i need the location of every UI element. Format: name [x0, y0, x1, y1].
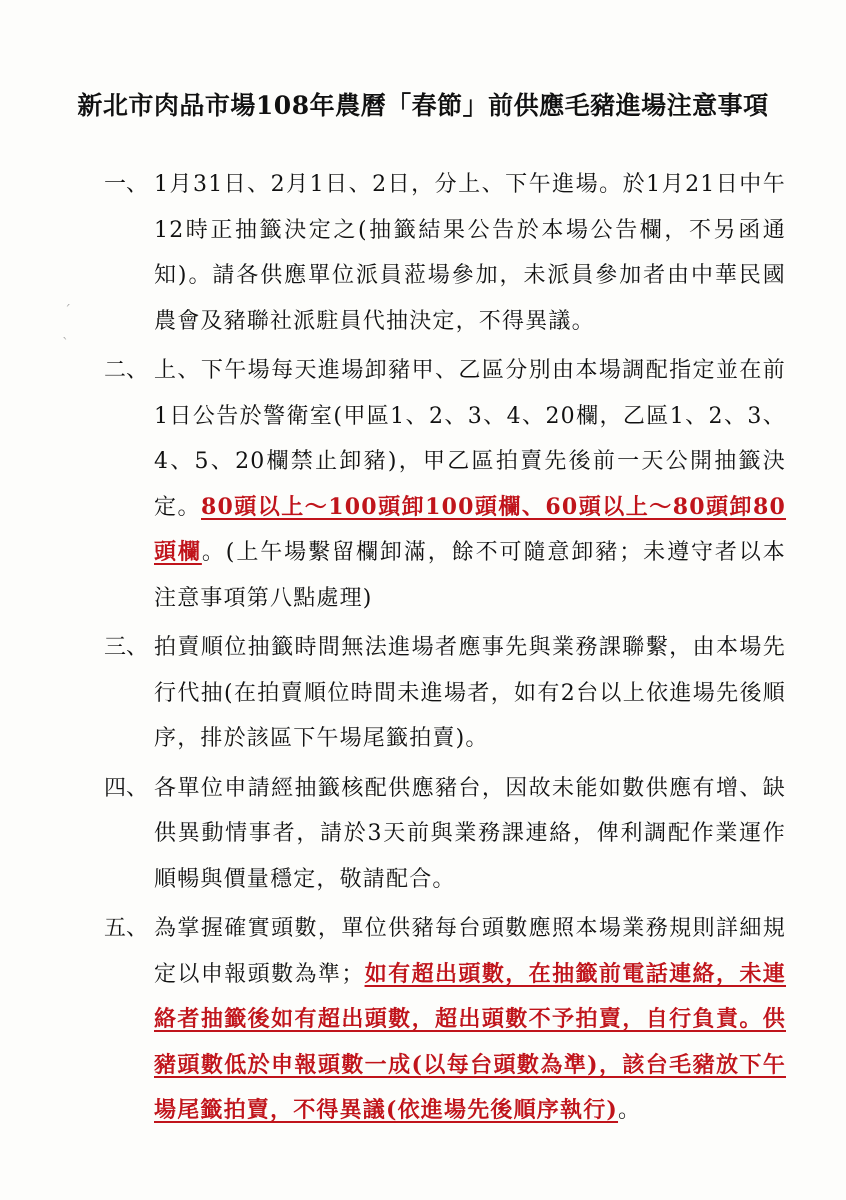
item-number: 四、 [104, 775, 149, 801]
item-text [154, 162, 786, 344]
item-text [154, 625, 786, 762]
text-segment: 為掌握確實頭數，單位供豬每台頭數應照本場業務規則詳細規定以申報頭數為準； [154, 916, 786, 987]
highlighted-text: 80頭以上～100頭卸100頭欄、60頭以上～80頭卸80頭欄 [154, 493, 787, 565]
text-segment: 各單位申請經抽籤核配供應豬台，因故未能如數供應有增、缺供異動情事者，請於3天前與業務課連絡，俾利調配作業運作順暢與價量穩定，敬請配合。 [154, 775, 786, 892]
highlighted-text: 如有超出頭數，在抽籤前電話連絡，未連絡者抽籤後如有超出頭數，超出頭數不予拍賣，自行負責。供豬頭數低於申報頭數一成(以每台頭數為準)，該台毛豬放下午場尾籤拍賣，不得異議(依進場先後順序執行) [154, 960, 786, 1123]
scan-speck: ˋ [62, 336, 69, 352]
notice-item [104, 162, 794, 344]
text-segment: 上、下午場每天進場卸豬甲、乙區分別由本場調配指定並在前1日公告於警衛室(甲區1、2、3、4、20欄，乙區1、2、3、4、5、20欄禁止卸豬)，甲乙區拍賣先後前一天公開抽籤決定。 [154, 358, 786, 520]
notice-item [104, 625, 794, 762]
document-title: 新北市肉品市場108年農曆「春節」前供應毛豬進場注意事項 [77, 91, 769, 120]
item-number: 三、 [104, 635, 149, 660]
scan-speck: ˊ [64, 303, 71, 319]
notice-list [104, 162, 794, 1138]
item-text [154, 906, 786, 1134]
notice-item [104, 906, 794, 1134]
item-text [154, 766, 786, 903]
text-segment: 。(上午場繫留欄卸滿，餘不可隨意卸豬；未遵守者以本注意事項第八點處理) [154, 540, 786, 611]
item-number: 一、 [104, 172, 149, 197]
text-segment: 拍賣順位抽籤時間無法進場者應事先與業務課聯繫，由本場先行代抽(在拍賣順位時間未進場者，如有2台以上依進場先後順序，排於該區下午場尾籤拍賣)。 [154, 635, 786, 751]
item-number: 二、 [104, 358, 149, 383]
item-number: 五、 [104, 916, 149, 941]
notice-item [104, 348, 794, 621]
text-segment: 。 [618, 1098, 642, 1123]
notice-item [104, 766, 794, 903]
item-text [154, 348, 786, 621]
text-segment: 1月31日、2月1日、2日，分上、下午進場。於1月21日中午12時正抽籤決定之(抽籤結果公告於本場公告欄，不另函通知)。請各供應單位派員蒞場參加，未派員參加者由中華民國農會及豬聯社派駐員代抽決定，不得異議。 [154, 172, 786, 334]
